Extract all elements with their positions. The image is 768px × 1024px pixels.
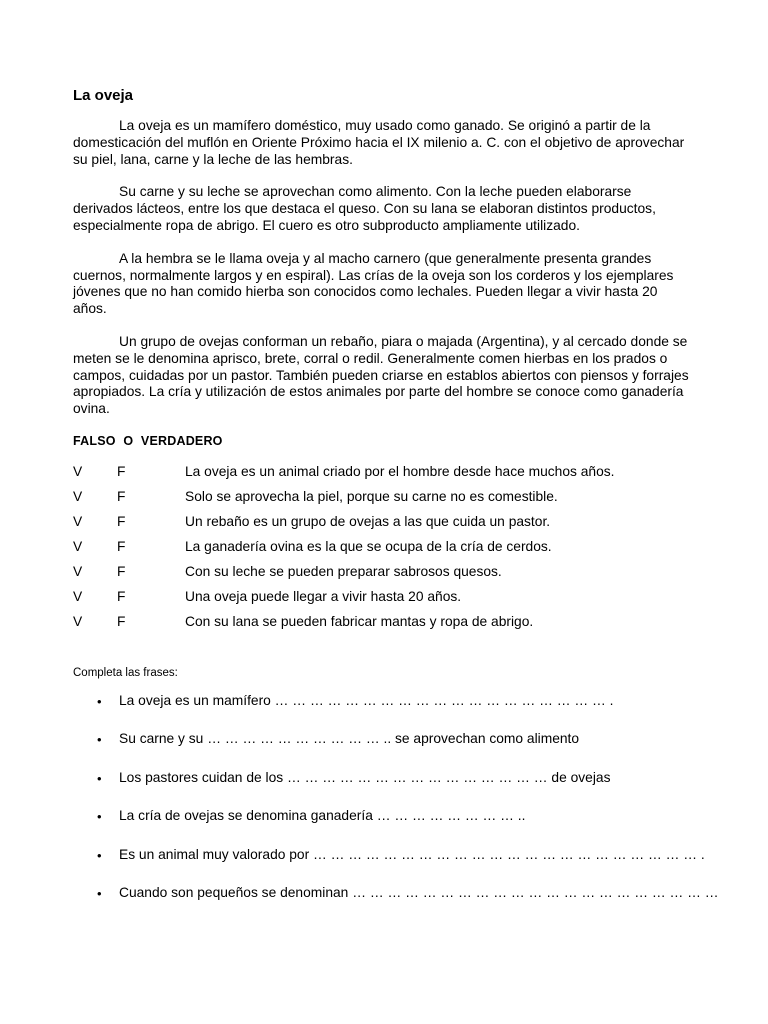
true-false-row — [73, 589, 693, 614]
true-option[interactable]: V — [73, 588, 83, 604]
true-false-row — [73, 514, 693, 539]
true-option[interactable]: V — [73, 563, 83, 579]
statement-text: Una oveja puede llegar a vivir hasta 20 años. — [185, 588, 462, 604]
document-title: La oveja — [73, 87, 134, 104]
fill-in-item[interactable] — [73, 731, 693, 770]
fill-in-list — [73, 692, 719, 924]
statement-text: La ganadería ovina es la que se ocupa de la cría de cerdos. — [185, 538, 552, 554]
statement-text: La oveja es un animal criado por el hombre desde hace muchos años. — [185, 463, 615, 479]
false-option[interactable]: F — [117, 488, 126, 504]
fill-in-text: Su carne y su … … … … … … … … … … .. se aprovechan como alimento — [119, 731, 580, 747]
fill-in-item[interactable] — [73, 885, 719, 924]
bullet-icon: • — [97, 886, 102, 902]
true-false-heading: FALSO O VERDADERO — [73, 433, 223, 448]
fill-in-item[interactable] — [73, 770, 693, 809]
false-option[interactable]: F — [117, 613, 126, 629]
true-option[interactable]: V — [73, 613, 83, 629]
true-false-row — [73, 564, 693, 589]
fill-in-text: La oveja es un mamífero … … … … … … … … … … … … … … … … … … … . — [119, 692, 614, 708]
statement-text: Solo se aprovecha la piel, porque su carne no es comestible. — [185, 488, 558, 504]
bullet-icon: • — [97, 809, 102, 825]
true-false-list — [73, 464, 693, 639]
bullet-icon: • — [97, 770, 102, 786]
paragraph: Un grupo de ovejas conforman un rebaño, piara o majada (Argentina), y al cercado donde se meten se le denomina aprisco, brete, corral o redil. Generalmente comen hierbas en los prados o campos, cuidadas por un pastor. También pueden criarse en establos abiertos con piensos y forrajes apropiados. La cría y utilización de estos animales por parte del hombre se conoce como ganadería ovina. — [73, 333, 689, 417]
true-false-row — [73, 464, 693, 489]
true-option[interactable]: V — [73, 488, 83, 504]
fill-in-item[interactable] — [73, 693, 693, 732]
false-option[interactable]: F — [117, 538, 126, 554]
document-page — [73, 87, 719, 924]
fill-in-text: La cría de ovejas se denomina ganadería … … … … … … … … .. — [119, 808, 526, 824]
statement-text: Con su lana se pueden fabricar mantas y ropa de abrigo. — [185, 613, 534, 629]
false-option[interactable]: F — [117, 513, 126, 529]
fill-in-item[interactable] — [73, 808, 693, 847]
true-option[interactable]: V — [73, 463, 83, 479]
paragraph: Su carne y su leche se aprovechan como alimento. Con la leche pueden elaborarse derivados lácteos, entre los que destaca el queso. Con su lana se elaboran distintos productos, especialmente ropa de abrigo. El cuero es otro subproducto ampliamente utilizado. — [73, 184, 656, 233]
false-option[interactable]: F — [117, 463, 126, 479]
fill-in-item[interactable] — [73, 846, 705, 886]
true-false-row — [73, 539, 693, 564]
paragraph: A la hembra se le llama oveja y al macho carnero (que generalmente presenta grandes cuernos, normalmente largos y en espiral). Las crías de la oveja son los corderos y los ejemplares jóvenes que no han comido hierba son conocidos como lechales. Pueden llegar a vivir hasta 20 años. — [73, 250, 674, 317]
true-option[interactable]: V — [73, 513, 83, 529]
false-option[interactable]: F — [117, 563, 126, 579]
true-option[interactable]: V — [73, 538, 83, 554]
statement-text: Un rebaño es un grupo de ovejas a las que cuida un pastor. — [185, 513, 551, 529]
fill-in-text: Cuando son pequeños se denominan … … … … … … … … … … … … … … … … … … … … … — [119, 885, 719, 901]
statement-text: Con su leche se pueden preparar sabrosos quesos. — [185, 563, 502, 579]
bullet-icon: • — [97, 693, 102, 709]
fill-in-text: Los pastores cuidan de los … … … … … … … … … … … … … … … de ovejas — [119, 769, 611, 785]
fill-in-text: Es un animal muy valorado por … … … … … … … … … … … … … … … … … … … … … … . — [119, 846, 705, 862]
paragraph: La oveja es un mamífero doméstico, muy usado como ganado. Se originó a partir de la domesticación del muflón en Oriente Próximo hacia el IX milenio a. C. con el objetivo de aprovechar su piel, lana, carne y la leche de las hembras. — [73, 118, 685, 167]
false-option[interactable]: F — [117, 588, 126, 604]
true-false-row — [73, 614, 693, 639]
bullet-icon: • — [97, 732, 102, 748]
complete-heading: Completa las frases: — [73, 666, 178, 679]
true-false-row — [73, 489, 693, 514]
bullet-icon: • — [97, 847, 102, 863]
